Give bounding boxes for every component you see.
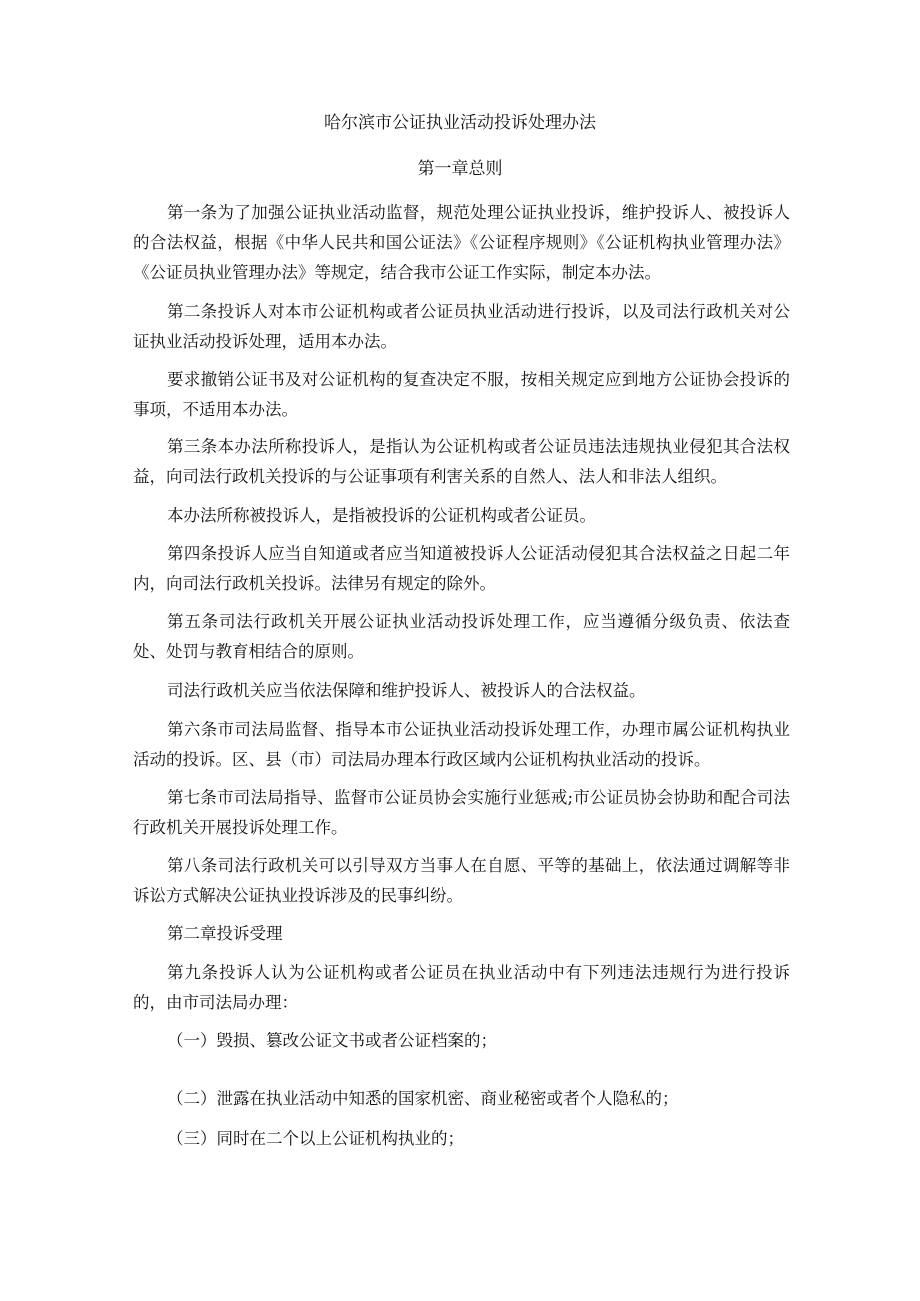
document-title: 哈尔滨市公证执业活动投诉处理办法 [324,113,596,133]
chapter-heading-2: 第二章投诉受理 [167,924,283,943]
article-6-paragraph: 第六条市司法局监督、指导本市公证执业活动投诉处理工作，办理市属公证机构执业活动的投诉。区、县（市）司法局办理本行政区域内公证机构执业活动的投诉。 [133,720,790,769]
chapter-heading-1: 第一章总则 [417,159,503,179]
list-item-3: （三）同时在二个以上公证机构执业的； [167,1129,464,1148]
article-3-paragraph: 第三条本办法所称投诉人，是指认为公证机构或者公证员违法违规执业侵犯其合法权益，向司法行政机关投诉的与公证事项有利害关系的自然人、法人和非法人组织。 [133,437,790,486]
article-1-paragraph: 第一条为了加强公证执业活动监督，规范处理公证执业投诉，维护投诉人、被投诉人的合法权益，根据《中华人民共和国公证法》《公证程序规则》《公证机构执业管理办法》《公证员执业管理办法》等规定，结合我市公证工作实际，制定本办法。 [133,203,790,282]
article-8-paragraph: 第八条司法行政机关可以引导双方当事人在自愿、平等的基础上，依法通过调解等非诉讼方式解决公证执业投诉涉及的民事纠纷。 [133,856,790,905]
article-7-paragraph: 第七条市司法局指导、监督市公证员协会实施行业惩戒;市公证员协会协助和配合司法行政机关开展投诉处理工作。 [133,788,790,837]
list-item-2: （二）泄露在执业活动中知悉的国家机密、商业秘密或者个人隐私的； [167,1089,679,1108]
article-9-paragraph: 第九条投诉人认为公证机构或者公证员在执业活动中有下列违法违规行为进行投诉的，由市司法局办理： [133,963,790,1012]
article-2-paragraph: 第二条投诉人对本市公证机构或者公证员执业活动进行投诉，以及司法行政机关对公证执业活动投诉处理，适用本办法。 [133,302,790,351]
list-item-1: （一）毁损、篡改公证文书或者公证档案的； [167,1031,497,1050]
article-5-paragraph: 第五条司法行政机关开展公证执业活动投诉处理工作，应当遵循分级负责、依法查处、处罚与教育相结合的原则。 [133,612,790,661]
article-5-rights-paragraph: 司法行政机关应当依法保障和维护投诉人、被投诉人的合法权益。 [167,681,646,700]
article-2-exception-paragraph: 要求撤销公证书及对公证机构的复查决定不服，按相关规定应到地方公证协会投诉的事项，不适用本办法。 [133,370,790,419]
article-3-respondent-paragraph: 本办法所称被投诉人，是指被投诉的公证机构或者公证员。 [167,506,596,525]
article-4-paragraph: 第四条投诉人应当自知道或者应当知道被投诉人公证活动侵犯其合法权益之日起二年内，向司法行政机关投诉。法律另有规定的除外。 [133,544,790,593]
